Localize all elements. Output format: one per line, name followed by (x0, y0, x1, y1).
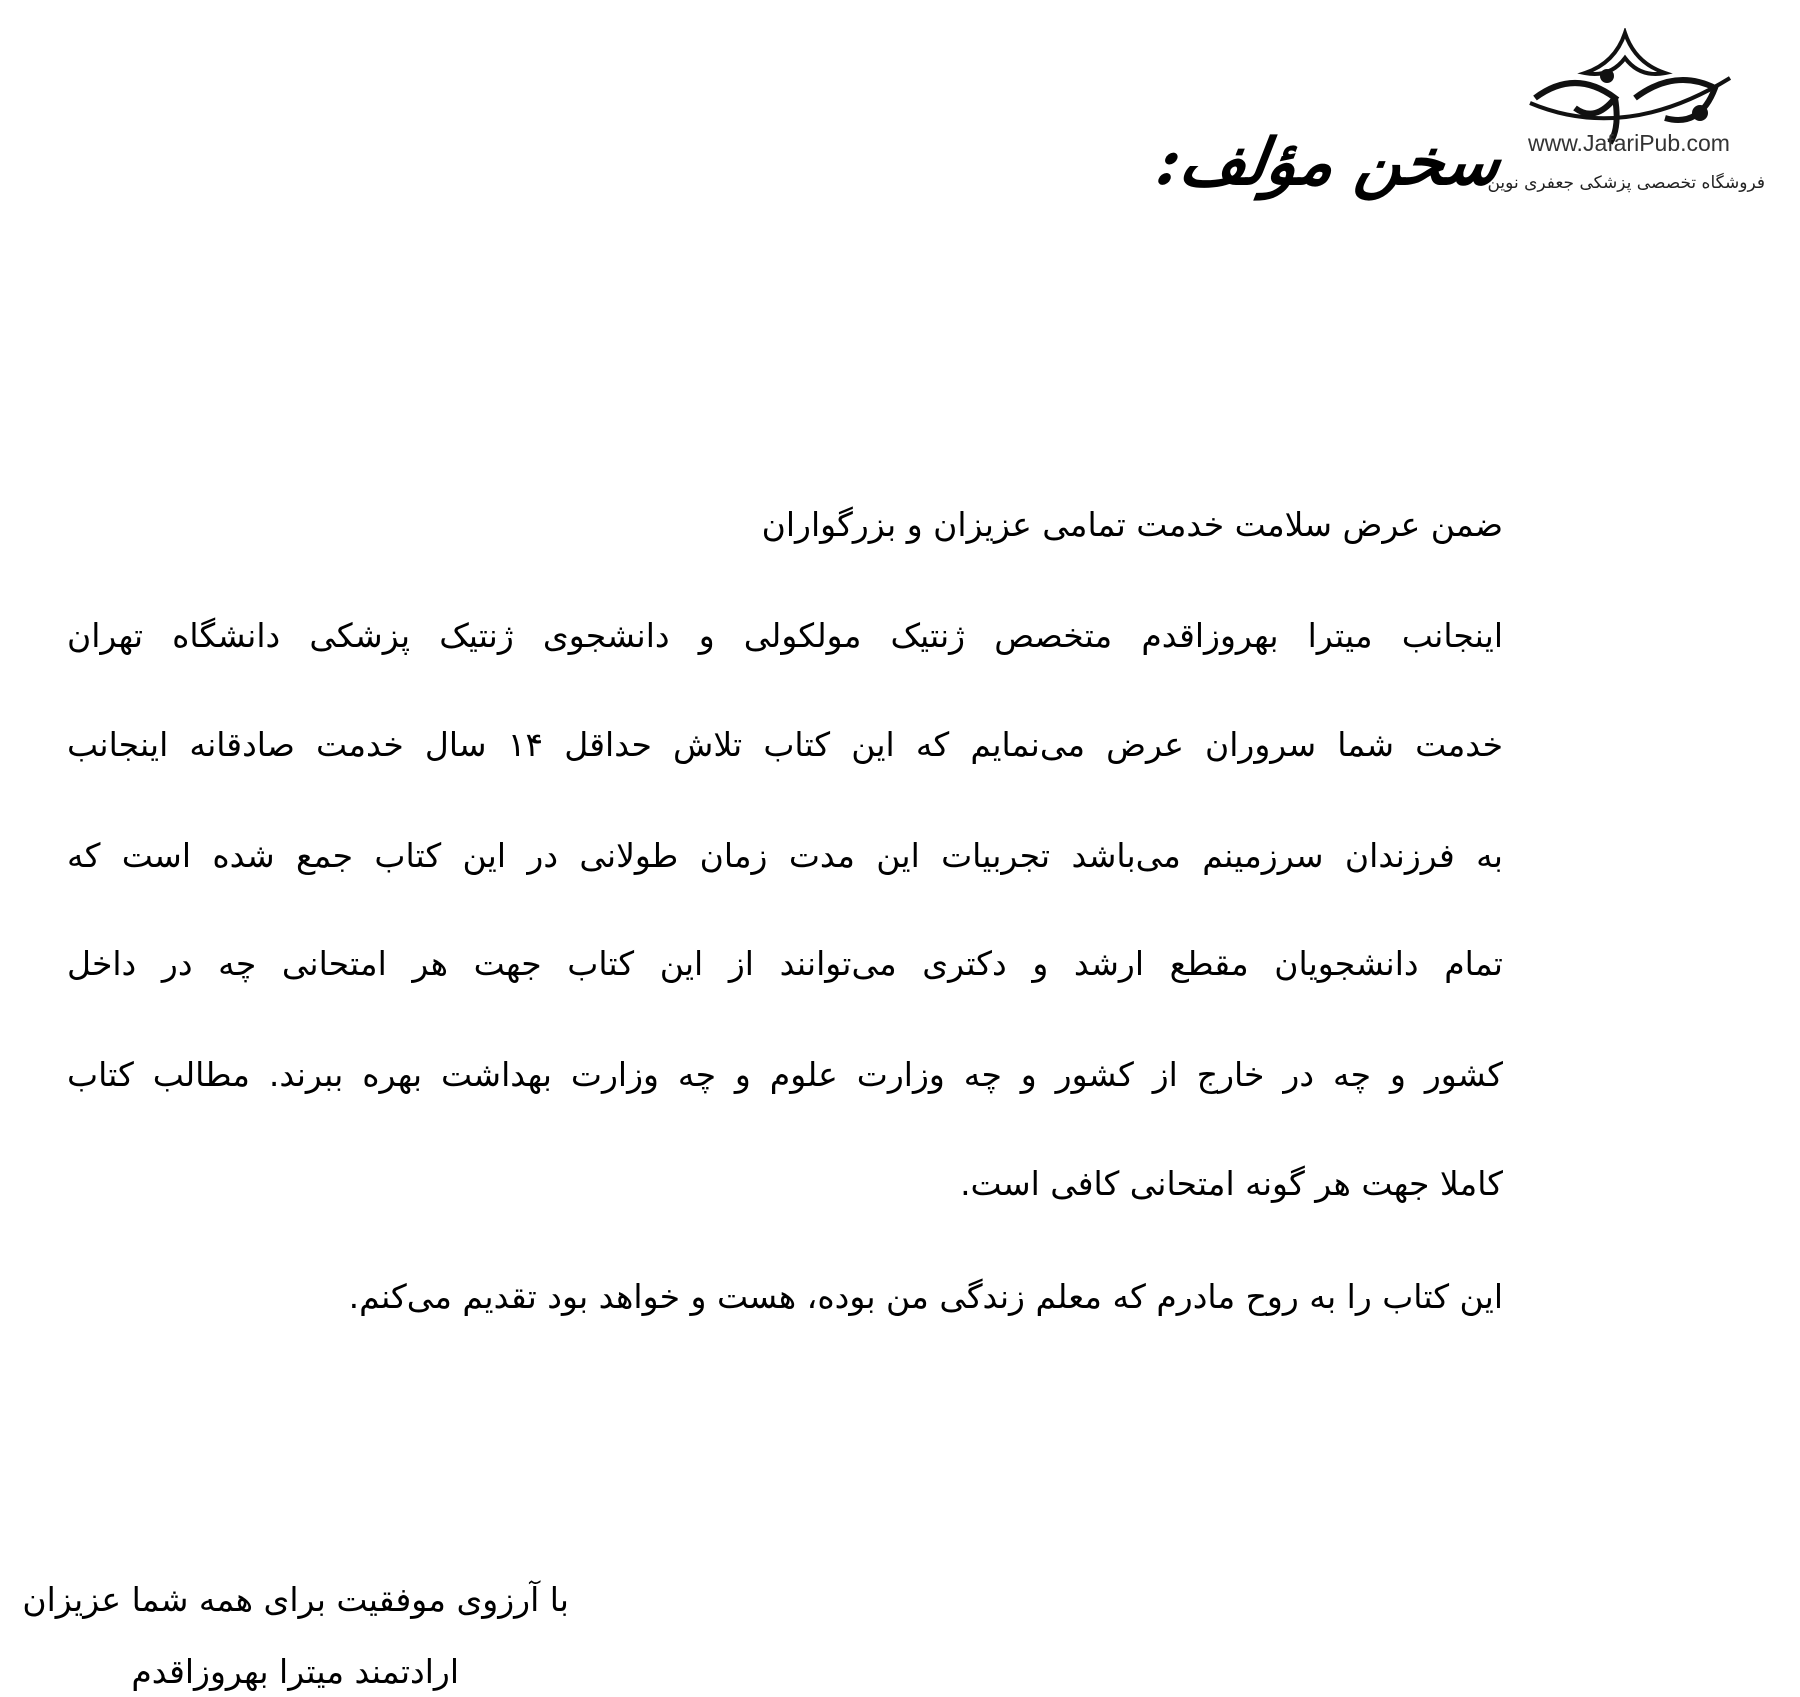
body-line: به فرزندان سرزمینم می‌باشد تجربیات این مدت زمان طولانی در این کتاب جمع شده است که (67, 836, 1503, 875)
closing-wish: با آرزوی موفقیت برای همه شما عزیزان (22, 1580, 569, 1619)
publisher-name: فروشگاه تخصصی پزشکی جعفری نوین (1487, 173, 1765, 193)
greeting-line: ضمن عرض سلامت خدمت تمامی عزیزان و بزرگواران (761, 505, 1503, 544)
author-signature: ارادتمند میترا بهروزاقدم (131, 1652, 459, 1691)
publisher-url: www.JafariPub.com (1528, 130, 1730, 156)
dedication-line: این کتاب را به روح مادرم که معلم زندگی من بوده، هست و خواهد بود تقدیم می‌کنم. (348, 1277, 1503, 1316)
body-line: کشور و چه در خارج از کشور و چه وزارت علوم و چه وزارت بهداشت بهره ببرند. مطالب کتاب (67, 1055, 1503, 1094)
page-title: سخن مؤلف: (1152, 125, 1506, 200)
body-line: خدمت شما سروران عرض می‌نمایم که این کتاب تلاش حداقل ۱۴ سال خدمت صادقانه اینجانب (67, 725, 1503, 764)
body-line: کاملا جهت هر گونه امتحانی کافی است. (960, 1164, 1503, 1203)
body-line: اینجانب میترا بهروزاقدم متخصص ژنتیک مولکولی و دانشجوی ژنتیک پزشکی دانشگاه تهران (67, 616, 1503, 655)
body-line: تمام دانشجویان مقطع ارشد و دکتری می‌توانند از این کتاب جهت هر امتحانی چه در داخل (67, 944, 1503, 983)
